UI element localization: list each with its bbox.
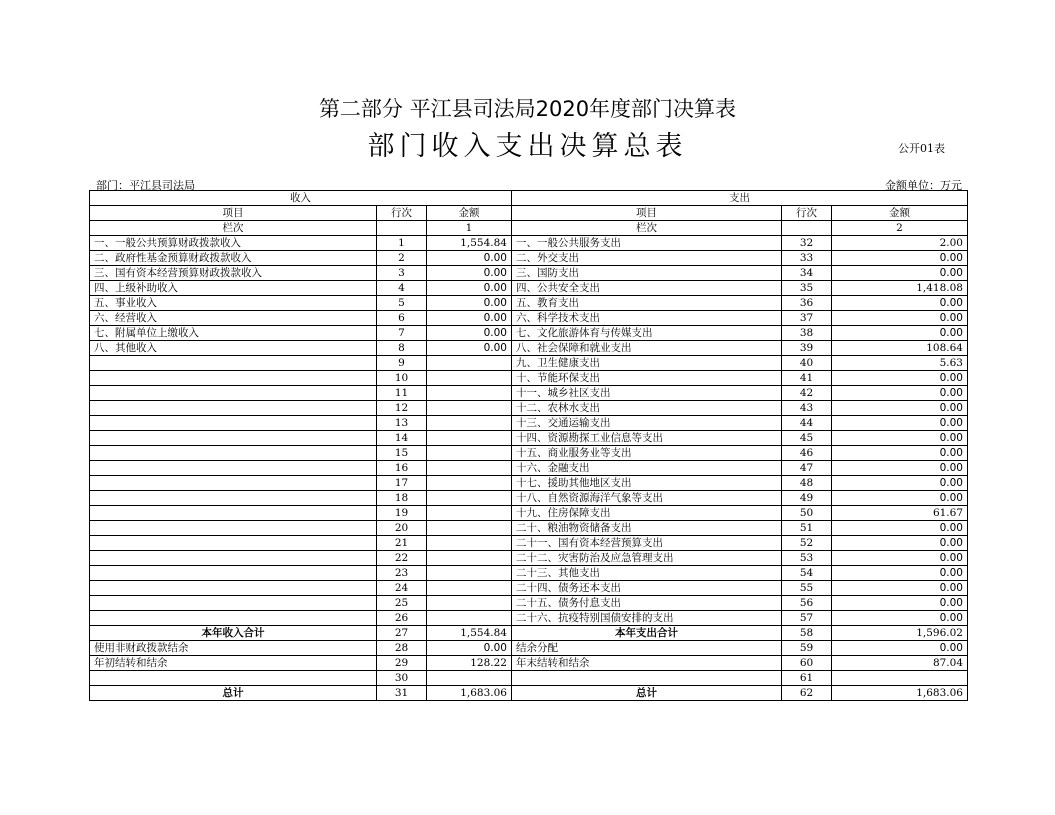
expense-item-cell: 五、教育支出 bbox=[512, 296, 782, 311]
income-item-cell bbox=[90, 446, 377, 461]
income-amount-cell: 128.22 bbox=[427, 656, 512, 671]
table-row bbox=[90, 461, 968, 476]
grand-expense-total-label: 总计 bbox=[512, 686, 782, 701]
income-row-number-cell: 6 bbox=[377, 311, 427, 326]
income-row-number-cell: 13 bbox=[377, 416, 427, 431]
table-row bbox=[90, 296, 968, 311]
column-header-row bbox=[90, 206, 968, 221]
income-amount-cell bbox=[427, 536, 512, 551]
expense-amount-cell: 0.00 bbox=[832, 566, 968, 581]
grand-expense-total-row-number: 62 bbox=[782, 686, 832, 701]
income-row-number-cell: 29 bbox=[377, 656, 427, 671]
expense-amount-cell: 5.63 bbox=[832, 356, 968, 371]
income-item-cell: 年初结转和结余 bbox=[90, 656, 377, 671]
table-row bbox=[90, 671, 968, 686]
table-row bbox=[90, 341, 968, 356]
expense-amount-cell: 0.00 bbox=[832, 311, 968, 326]
income-amount-cell: 0.00 bbox=[427, 326, 512, 341]
expense-row-number-cell: 39 bbox=[782, 341, 832, 356]
income-item-cell bbox=[90, 476, 377, 491]
expense-item-cell: 二十五、债务付息支出 bbox=[512, 596, 782, 611]
income-row-number-cell: 12 bbox=[377, 401, 427, 416]
income-row-number-cell: 15 bbox=[377, 446, 427, 461]
expense-item-cell: 结余分配 bbox=[512, 641, 782, 656]
expense-item-cell: 二十一、国有资本经营预算支出 bbox=[512, 536, 782, 551]
expense-row-number-cell: 32 bbox=[782, 236, 832, 251]
income-item-cell bbox=[90, 566, 377, 581]
expense-item-cell: 三、国防支出 bbox=[512, 266, 782, 281]
income-amount-cell: 0.00 bbox=[427, 281, 512, 296]
income-amount-cell: 0.00 bbox=[427, 311, 512, 326]
table-row bbox=[90, 476, 968, 491]
table-row bbox=[90, 521, 968, 536]
income-item-cell bbox=[90, 371, 377, 386]
table-row bbox=[90, 371, 968, 386]
income-item-cell: 四、上级补助收入 bbox=[90, 281, 377, 296]
income-item-cell bbox=[90, 596, 377, 611]
expense-item-cell: 十五、商业服务业等支出 bbox=[512, 446, 782, 461]
table-row bbox=[90, 536, 968, 551]
table-row bbox=[90, 581, 968, 596]
amount-unit-label: 金额单位：万元 bbox=[885, 179, 962, 192]
income-lanci-blank bbox=[377, 221, 427, 236]
expense-row-number-cell: 44 bbox=[782, 416, 832, 431]
expense-item-cell: 八、社会保障和就业支出 bbox=[512, 341, 782, 356]
income-row-number-cell: 5 bbox=[377, 296, 427, 311]
income-amount-cell: 0.00 bbox=[427, 641, 512, 656]
income-row-number-cell: 22 bbox=[377, 551, 427, 566]
income-lanci-label: 栏次 bbox=[90, 221, 377, 236]
expense-item-cell: 十二、农林水支出 bbox=[512, 401, 782, 416]
expense-item-cell: 二十二、灾害防治及应急管理支出 bbox=[512, 551, 782, 566]
income-row-number-cell: 18 bbox=[377, 491, 427, 506]
expense-row-number-cell: 46 bbox=[782, 446, 832, 461]
income-item-cell bbox=[90, 431, 377, 446]
table-row bbox=[90, 266, 968, 281]
income-amount-cell bbox=[427, 476, 512, 491]
expense-amount-cell: 0.00 bbox=[832, 596, 968, 611]
grand-expense-total-amount: 1,683.06 bbox=[832, 686, 968, 701]
expense-item-cell: 十六、金融支出 bbox=[512, 461, 782, 476]
income-row-number-cell: 4 bbox=[377, 281, 427, 296]
income-row-number-cell: 19 bbox=[377, 506, 427, 521]
income-item-cell bbox=[90, 386, 377, 401]
year-income-total-row-number: 27 bbox=[377, 626, 427, 641]
col-header-expense-item: 项目 bbox=[512, 206, 782, 221]
expense-amount-cell: 0.00 bbox=[832, 446, 968, 461]
expense-row-number-cell: 36 bbox=[782, 296, 832, 311]
table-row bbox=[90, 551, 968, 566]
income-amount-cell bbox=[427, 611, 512, 626]
income-amount-cell: 0.00 bbox=[427, 266, 512, 281]
income-amount-cell bbox=[427, 431, 512, 446]
expense-row-number-cell: 48 bbox=[782, 476, 832, 491]
col-header-income-item: 项目 bbox=[90, 206, 377, 221]
expense-row-number-cell: 55 bbox=[782, 581, 832, 596]
income-row-number-cell: 21 bbox=[377, 536, 427, 551]
expense-amount-cell: 0.00 bbox=[832, 536, 968, 551]
income-amount-cell bbox=[427, 596, 512, 611]
expense-amount-cell: 87.04 bbox=[832, 656, 968, 671]
grand-total-row bbox=[90, 686, 968, 701]
expense-amount-cell: 0.00 bbox=[832, 371, 968, 386]
expense-amount-cell: 1,418.08 bbox=[832, 281, 968, 296]
expense-item-cell: 十四、资源勘探工业信息等支出 bbox=[512, 431, 782, 446]
income-amount-cell bbox=[427, 506, 512, 521]
table-row bbox=[90, 356, 968, 371]
department-label: 部门：平江县司法局 bbox=[96, 179, 195, 192]
expense-amount-cell: 0.00 bbox=[832, 461, 968, 476]
income-row-number-cell: 1 bbox=[377, 236, 427, 251]
expense-item-cell: 四、公共安全支出 bbox=[512, 281, 782, 296]
income-item-cell bbox=[90, 491, 377, 506]
income-amount-cell bbox=[427, 416, 512, 431]
income-row-number-cell: 23 bbox=[377, 566, 427, 581]
income-item-cell bbox=[90, 461, 377, 476]
income-item-cell bbox=[90, 581, 377, 596]
expense-item-cell: 二十六、抗疫特别国债安排的支出 bbox=[512, 611, 782, 626]
expense-amount-cell: 0.00 bbox=[832, 551, 968, 566]
income-amount-cell bbox=[427, 521, 512, 536]
expense-amount-cell: 0.00 bbox=[832, 296, 968, 311]
expense-amount-cell: 0.00 bbox=[832, 416, 968, 431]
table-row bbox=[90, 431, 968, 446]
expense-item-cell: 二十三、其他支出 bbox=[512, 566, 782, 581]
expense-row-number-cell: 42 bbox=[782, 386, 832, 401]
expense-row-number-cell: 59 bbox=[782, 641, 832, 656]
income-amount-cell bbox=[427, 356, 512, 371]
expense-row-number-cell: 60 bbox=[782, 656, 832, 671]
year-expense-total-row-number: 58 bbox=[782, 626, 832, 641]
expense-amount-cell: 0.00 bbox=[832, 521, 968, 536]
income-amount-cell bbox=[427, 581, 512, 596]
table-row bbox=[90, 386, 968, 401]
expense-amount-cell: 0.00 bbox=[832, 386, 968, 401]
col-header-income-row: 行次 bbox=[377, 206, 427, 221]
grand-income-total-amount: 1,683.06 bbox=[427, 686, 512, 701]
income-item-cell: 五、事业收入 bbox=[90, 296, 377, 311]
expense-lanci-blank bbox=[782, 221, 832, 236]
income-item-cell: 使用非财政拨款结余 bbox=[90, 641, 377, 656]
income-item-cell bbox=[90, 521, 377, 536]
expense-amount-cell: 0.00 bbox=[832, 266, 968, 281]
expense-row-number-cell: 37 bbox=[782, 311, 832, 326]
expense-row-number-cell: 49 bbox=[782, 491, 832, 506]
expense-row-number-cell: 50 bbox=[782, 506, 832, 521]
income-amount-cell: 0.00 bbox=[427, 296, 512, 311]
expense-row-number-cell: 43 bbox=[782, 401, 832, 416]
expense-row-number-cell: 47 bbox=[782, 461, 832, 476]
income-item-cell: 三、国有资本经营预算财政拨款收入 bbox=[90, 266, 377, 281]
year-total-row bbox=[90, 626, 968, 641]
expense-amount-cell: 0.00 bbox=[832, 326, 968, 341]
expense-row-number-cell: 57 bbox=[782, 611, 832, 626]
income-amount-cell: 1,554.84 bbox=[427, 236, 512, 251]
income-row-number-cell: 7 bbox=[377, 326, 427, 341]
expense-amount-cell: 0.00 bbox=[832, 641, 968, 656]
table-row bbox=[90, 281, 968, 296]
expense-amount-cell: 0.00 bbox=[832, 491, 968, 506]
expense-item-cell: 六、科学技术支出 bbox=[512, 311, 782, 326]
expense-amount-cell: 0.00 bbox=[832, 611, 968, 626]
expense-item-cell: 十八、自然资源海洋气象等支出 bbox=[512, 491, 782, 506]
expense-item-cell: 十九、住房保障支出 bbox=[512, 506, 782, 521]
income-item-cell bbox=[90, 401, 377, 416]
expense-item-cell: 十一、城乡社区支出 bbox=[512, 386, 782, 401]
expense-amount-cell: 0.00 bbox=[832, 431, 968, 446]
income-item-cell bbox=[90, 416, 377, 431]
expense-amount-cell: 108.64 bbox=[832, 341, 968, 356]
income-amount-cell bbox=[427, 371, 512, 386]
income-item-cell: 六、经营收入 bbox=[90, 311, 377, 326]
income-row-number-cell: 3 bbox=[377, 266, 427, 281]
income-item-cell: 七、附属单位上缴收入 bbox=[90, 326, 377, 341]
income-row-number-cell: 20 bbox=[377, 521, 427, 536]
table-row bbox=[90, 311, 968, 326]
expense-row-number-cell: 51 bbox=[782, 521, 832, 536]
expense-item-cell: 十、节能环保支出 bbox=[512, 371, 782, 386]
income-row-number-cell: 8 bbox=[377, 341, 427, 356]
income-amount-cell bbox=[427, 491, 512, 506]
table-row bbox=[90, 446, 968, 461]
col-header-income-amount: 金额 bbox=[427, 206, 512, 221]
income-item-cell: 一、一般公共预算财政拨款收入 bbox=[90, 236, 377, 251]
expense-amount-cell: 2.00 bbox=[832, 236, 968, 251]
year-income-total-label: 本年收入合计 bbox=[90, 626, 377, 641]
table-row bbox=[90, 326, 968, 341]
col-header-expense-amount: 金额 bbox=[832, 206, 968, 221]
expense-item-cell: 二、外交支出 bbox=[512, 251, 782, 266]
income-row-number-cell: 10 bbox=[377, 371, 427, 386]
expense-item-cell bbox=[512, 671, 782, 686]
expense-row-number-cell: 35 bbox=[782, 281, 832, 296]
form-number: 公开01表 bbox=[898, 142, 945, 155]
col-header-expense-row: 行次 bbox=[782, 206, 832, 221]
expense-item-cell: 年末结转和结余 bbox=[512, 656, 782, 671]
table-title: 部门收入支出决算总表 bbox=[367, 131, 688, 162]
section-header-row bbox=[90, 191, 968, 206]
table-row bbox=[90, 641, 968, 656]
expense-row-number-cell: 33 bbox=[782, 251, 832, 266]
year-income-total-amount: 1,554.84 bbox=[427, 626, 512, 641]
expense-amount-cell: 0.00 bbox=[832, 581, 968, 596]
table-row bbox=[90, 236, 968, 251]
expense-header: 支出 bbox=[512, 191, 968, 206]
income-row-number-cell: 9 bbox=[377, 356, 427, 371]
income-row-number-cell: 17 bbox=[377, 476, 427, 491]
expense-item-cell: 二十四、债务还本支出 bbox=[512, 581, 782, 596]
expense-lanci-label: 栏次 bbox=[512, 221, 782, 236]
expense-item-cell: 九、卫生健康支出 bbox=[512, 356, 782, 371]
year-expense-total-amount: 1,596.02 bbox=[832, 626, 968, 641]
income-amount-cell bbox=[427, 401, 512, 416]
income-amount-cell bbox=[427, 446, 512, 461]
income-row-number-cell: 25 bbox=[377, 596, 427, 611]
expense-amount-cell: 0.00 bbox=[832, 401, 968, 416]
expense-row-number-cell: 61 bbox=[782, 671, 832, 686]
table-row bbox=[90, 251, 968, 266]
income-item-cell: 八、其他收入 bbox=[90, 341, 377, 356]
income-item-cell bbox=[90, 611, 377, 626]
income-amount-cell bbox=[427, 551, 512, 566]
expense-item-cell: 七、文化旅游体育与传媒支出 bbox=[512, 326, 782, 341]
expense-row-number-cell: 34 bbox=[782, 266, 832, 281]
expense-amount-cell: 0.00 bbox=[832, 251, 968, 266]
report-title: 第二部分 平江县司法局2020年度部门决算表 bbox=[318, 97, 737, 121]
income-item-cell bbox=[90, 506, 377, 521]
table-row bbox=[90, 506, 968, 521]
income-row-number-cell: 30 bbox=[377, 671, 427, 686]
table-row bbox=[90, 566, 968, 581]
table-row bbox=[90, 656, 968, 671]
income-header: 收入 bbox=[90, 191, 512, 206]
table-row bbox=[90, 491, 968, 506]
expense-row-number-cell: 54 bbox=[782, 566, 832, 581]
income-row-number-cell: 24 bbox=[377, 581, 427, 596]
income-amount-cell bbox=[427, 461, 512, 476]
income-row-number-cell: 11 bbox=[377, 386, 427, 401]
expense-item-cell: 十七、援助其他地区支出 bbox=[512, 476, 782, 491]
expense-row-number-cell: 53 bbox=[782, 551, 832, 566]
income-amount-cell: 0.00 bbox=[427, 251, 512, 266]
income-expense-table bbox=[89, 190, 968, 701]
expense-item-cell: 十三、交通运输支出 bbox=[512, 416, 782, 431]
income-row-number-cell: 16 bbox=[377, 461, 427, 476]
income-amount-cell bbox=[427, 566, 512, 581]
income-item-cell bbox=[90, 671, 377, 686]
table-row bbox=[90, 401, 968, 416]
expense-column-number: 2 bbox=[832, 221, 968, 236]
expense-item-cell: 二十、粮油物资储备支出 bbox=[512, 521, 782, 536]
income-item-cell bbox=[90, 551, 377, 566]
income-amount-cell bbox=[427, 671, 512, 686]
income-row-number-cell: 28 bbox=[377, 641, 427, 656]
expense-amount-cell: 61.67 bbox=[832, 506, 968, 521]
income-amount-cell: 0.00 bbox=[427, 341, 512, 356]
income-column-number: 1 bbox=[427, 221, 512, 236]
expense-item-cell: 一、一般公共服务支出 bbox=[512, 236, 782, 251]
expense-row-number-cell: 38 bbox=[782, 326, 832, 341]
income-item-cell bbox=[90, 356, 377, 371]
expense-amount-cell: 0.00 bbox=[832, 476, 968, 491]
column-number-row bbox=[90, 221, 968, 236]
grand-income-total-label: 总计 bbox=[90, 686, 377, 701]
income-row-number-cell: 14 bbox=[377, 431, 427, 446]
expense-row-number-cell: 41 bbox=[782, 371, 832, 386]
year-expense-total-label: 本年支出合计 bbox=[512, 626, 782, 641]
expense-amount-cell bbox=[832, 671, 968, 686]
income-row-number-cell: 26 bbox=[377, 611, 427, 626]
income-row-number-cell: 2 bbox=[377, 251, 427, 266]
expense-row-number-cell: 40 bbox=[782, 356, 832, 371]
income-amount-cell bbox=[427, 386, 512, 401]
income-item-cell: 二、政府性基金预算财政拨款收入 bbox=[90, 251, 377, 266]
table-row bbox=[90, 416, 968, 431]
expense-row-number-cell: 45 bbox=[782, 431, 832, 446]
expense-row-number-cell: 56 bbox=[782, 596, 832, 611]
grand-income-total-row-number: 31 bbox=[377, 686, 427, 701]
table-row bbox=[90, 596, 968, 611]
expense-row-number-cell: 52 bbox=[782, 536, 832, 551]
table-row bbox=[90, 611, 968, 626]
income-item-cell bbox=[90, 536, 377, 551]
